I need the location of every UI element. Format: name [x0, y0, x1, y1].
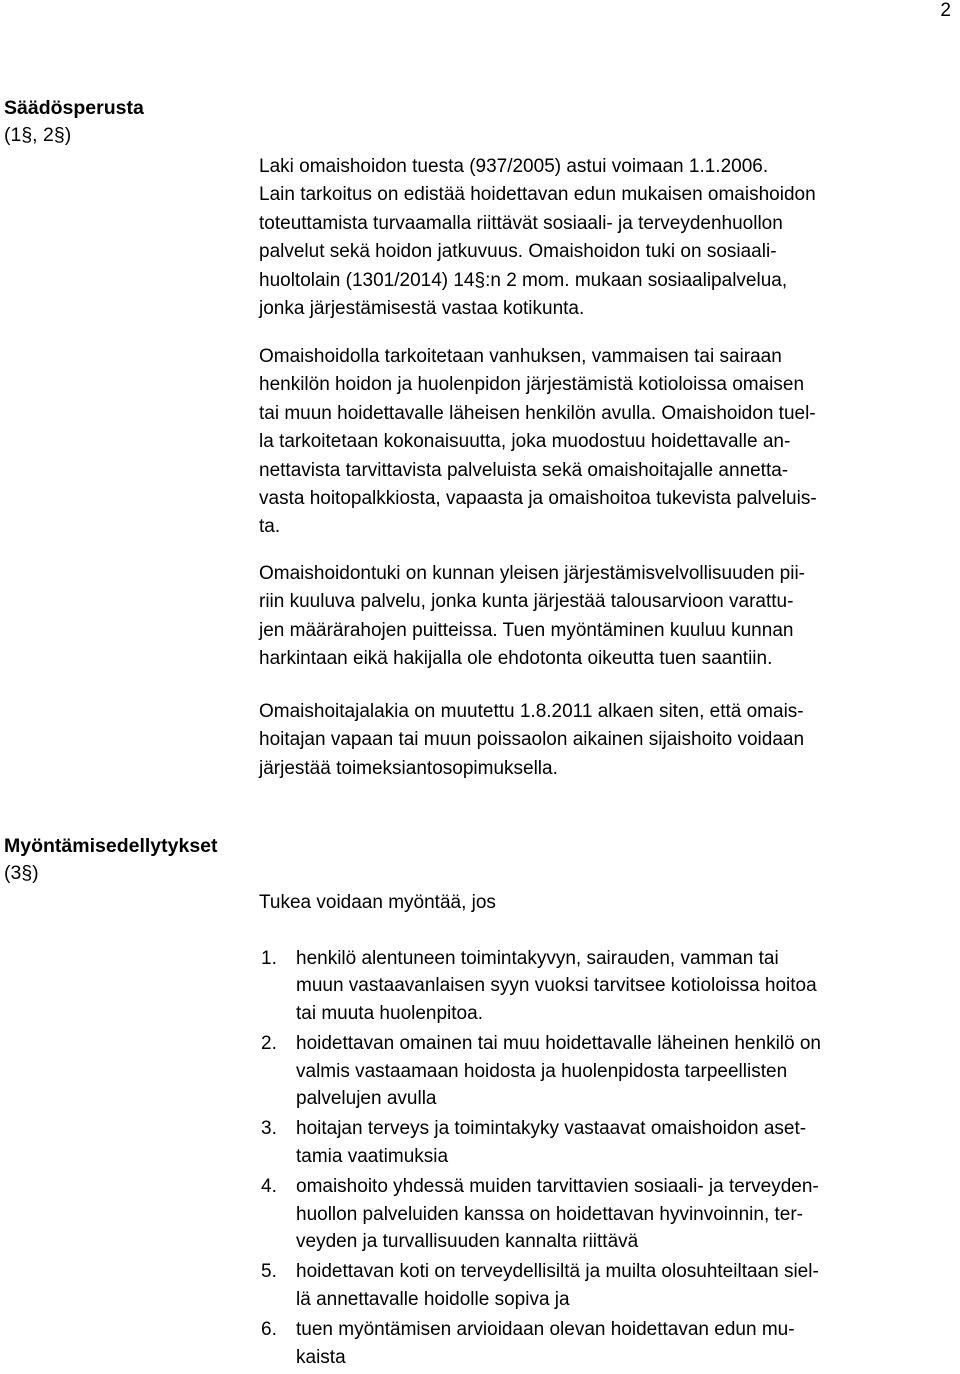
text-line: tai muuta huolenpitoa. [296, 1002, 483, 1024]
paragraph-amendment [259, 698, 959, 783]
text-line: kaista [296, 1346, 346, 1368]
paragraph-law-intro [259, 153, 959, 323]
text-line: muun vastaavanlaisen syyn vuoksi tarvitsee kotioloissa hoitoa [296, 975, 817, 997]
section-title: Säädösperusta [4, 97, 144, 119]
section-reference: (1§, 2§) [4, 124, 72, 146]
text-line: la tarkoitetaan kokonaisuutta, joka muodostuu hoidettavalle an- [259, 431, 791, 453]
list-item-number: 1. [261, 948, 277, 969]
text-line: nettavista tarvittavista palveluista sekä omaishoitajalle annetta- [259, 459, 789, 481]
list-item [259, 945, 959, 1027]
text-line: huollon palveluiden kanssa on hoidettavan hyvinvoinnin, ter- [296, 1203, 804, 1225]
text-line: Omaishoitajalakia on muutettu 1.8.2011 alkaen siten, että omais- [259, 701, 804, 722]
text-line: Omaishoidolla tarkoitetaan vanhuksen, vammaisen tai sairaan [259, 346, 782, 367]
text-line: tai muun hoidettavalle läheisen henkilön avulla. Omaishoidon tuel- [259, 402, 816, 424]
text-line: hoidettavan koti on terveydellisiltä ja muilta olosuhteiltaan siel- [296, 1261, 819, 1283]
text-line: Omaishoidontuki on kunnan yleisen järjestämisvelvollisuuden pii- [259, 563, 806, 584]
text-line: riin kuuluva palvelu, jonka kunta järjestää talousarvioon varattu- [259, 591, 794, 613]
text-line: harkintaan eikä hakijalla ole ehdotonta oikeutta tuen saantiin. [259, 648, 773, 670]
text-line: Tukea voidaan myöntää, jos [259, 892, 496, 913]
text-line: hoitajan vapaan tai muun poissaolon aikainen sijaishoito voidaan [259, 729, 805, 751]
list-item-number: 6. [261, 1319, 277, 1341]
list-item-number: 2. [261, 1033, 277, 1055]
list-item-number: 4. [261, 1176, 277, 1198]
criteria-intro [259, 889, 959, 917]
text-line: henkilö alentuneen toimintakyvyn, sairauden, vamman tai [296, 948, 779, 969]
text-line: valmis vastaamaan hoidosta ja huolenpidosta tarpeellisten [296, 1060, 788, 1082]
list-item-number: 5. [261, 1261, 277, 1283]
text-line: Lain tarkoitus on edistää hoidettavan edun mukaisen omaishoidon [259, 184, 816, 206]
list-item [259, 1030, 959, 1112]
text-line: huoltolain (1301/2014) 14§:n 2 mom. mukaan sosiaalipalvelua, [259, 269, 788, 291]
text-line: hoidettavan omainen tai muu hoidettavalle läheinen henkilö on [296, 1033, 821, 1055]
text-line: lä annettavalle hoidolle sopiva ja [296, 1288, 570, 1310]
section-heading-saadosperusta [4, 95, 144, 149]
text-line: tamia vaatimuksia [296, 1145, 449, 1167]
text-line: omaishoito yhdessä muiden tarvittavien sosiaali- ja terveyden- [296, 1176, 819, 1198]
list-item [259, 1258, 959, 1313]
section-title: Myöntämisedellytykset [4, 835, 218, 857]
text-line: tuen myöntämisen arvioidaan olevan hoidettavan edun mu- [296, 1319, 795, 1341]
text-line: jonka järjestämisestä vastaa kotikunta. [259, 298, 585, 320]
list-item [259, 1115, 959, 1170]
section-reference: (3§) [4, 862, 39, 884]
list-item [259, 1316, 959, 1371]
paragraph-municipal-duty [259, 560, 959, 674]
text-line: järjestää toimeksiantosopimuksella. [259, 757, 558, 779]
text-line: ta. [259, 516, 281, 538]
section-heading-myontamisedellytykset [4, 833, 218, 887]
text-line: jen määrärahojen puitteissa. Tuen myöntäminen kuuluu kunnan [259, 619, 794, 641]
text-line: henkilön hoidon ja huolenpidon järjestämistä kotioloissa omaisen [259, 374, 805, 396]
text-line: hoitajan terveys ja toimintakyky vastaavat omaishoidon aset- [296, 1118, 807, 1140]
list-item [259, 1173, 959, 1255]
text-line: palvelut sekä hoidon jatkuvuus. Omaishoidon tuki on sosiaali- [259, 241, 777, 263]
paragraph-definition [259, 343, 959, 542]
text-line: vasta hoitopalkkiosta, vapaasta ja omaishoitoa tukevista palveluis- [259, 488, 817, 510]
list-item-number: 3. [261, 1118, 277, 1140]
page-number: 2 [940, 0, 951, 21]
text-line: toteuttamista turvaamalla riittävät sosiaali- ja terveydenhuollon [259, 212, 783, 234]
text-line: Laki omaishoidon tuesta (937/2005) astui voimaan 1.1.2006. [259, 156, 769, 177]
text-line: veyden ja turvallisuuden kannalta riittävä [296, 1231, 639, 1253]
criteria-list [259, 945, 959, 1374]
text-line: palvelujen avulla [296, 1088, 437, 1110]
